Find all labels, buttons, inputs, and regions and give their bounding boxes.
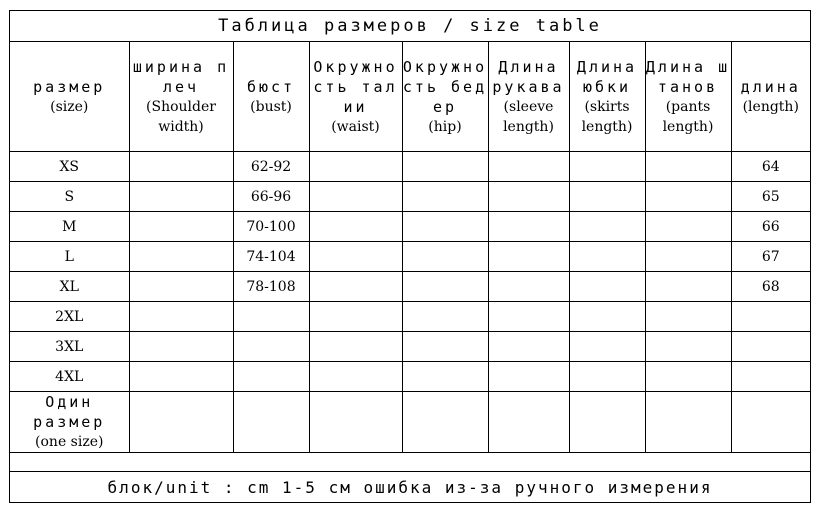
header-sleeve: Длина рукава (sleeve length) <box>488 42 569 152</box>
table-row <box>10 362 810 392</box>
cell-length <box>731 362 810 392</box>
cell-skirt <box>569 242 645 272</box>
cell-length: 68 <box>731 272 810 302</box>
cell-length: 66 <box>731 212 810 242</box>
header-shoulder: ширина плеч (Shoulder width) <box>129 42 233 152</box>
cell-size: XL <box>10 272 129 302</box>
cell-shoulder <box>129 332 233 362</box>
cell-sleeve <box>488 392 569 453</box>
cell-bust: 78-108 <box>233 272 309 302</box>
header-length: длина (length) <box>731 42 810 152</box>
cell-shoulder <box>129 272 233 302</box>
header-size: размер (size) <box>10 42 129 152</box>
cell-sleeve <box>488 302 569 332</box>
size-table-sheet <box>9 10 811 503</box>
cell-size: L <box>10 242 129 272</box>
cell-size: 3XL <box>10 332 129 362</box>
cell-waist <box>309 152 402 182</box>
cell-skirt <box>569 392 645 453</box>
cell-shoulder <box>129 212 233 242</box>
table-row <box>10 212 810 242</box>
cell-bust <box>233 362 309 392</box>
cell-pants <box>645 212 731 242</box>
cell-shoulder <box>129 152 233 182</box>
cell-sleeve <box>488 212 569 242</box>
cell-waist <box>309 392 402 453</box>
cell-length <box>731 302 810 332</box>
cell-waist <box>309 272 402 302</box>
cell-skirt <box>569 182 645 212</box>
cell-length <box>731 392 810 453</box>
table-row <box>10 302 810 332</box>
cell-bust: 70-100 <box>233 212 309 242</box>
cell-sleeve <box>488 182 569 212</box>
cell-waist <box>309 302 402 332</box>
cell-sleeve <box>488 152 569 182</box>
cell-skirt <box>569 272 645 302</box>
cell-bust: 66-96 <box>233 182 309 212</box>
table-row <box>10 332 810 362</box>
size-table <box>10 42 810 453</box>
header-pants: Длина штанов (pants length) <box>645 42 731 152</box>
cell-pants <box>645 392 731 453</box>
cell-bust: 62-92 <box>233 152 309 182</box>
cell-shoulder <box>129 392 233 453</box>
cell-hip <box>402 182 488 212</box>
cell-hip <box>402 332 488 362</box>
cell-length <box>731 332 810 362</box>
cell-sleeve <box>488 362 569 392</box>
cell-length: 65 <box>731 182 810 212</box>
cell-skirt <box>569 332 645 362</box>
cell-pants <box>645 272 731 302</box>
cell-pants <box>645 302 731 332</box>
table-row <box>10 242 810 272</box>
cell-hip <box>402 242 488 272</box>
cell-bust <box>233 392 309 453</box>
cell-pants <box>645 182 731 212</box>
cell-pants <box>645 362 731 392</box>
cell-size: XS <box>10 152 129 182</box>
cell-shoulder <box>129 182 233 212</box>
table-row-one-size <box>10 392 810 453</box>
cell-sleeve <box>488 242 569 272</box>
cell-pants <box>645 242 731 272</box>
header-waist: Окружность талии (waist) <box>309 42 402 152</box>
table-row <box>10 152 810 182</box>
cell-hip <box>402 152 488 182</box>
table-row <box>10 182 810 212</box>
cell-size: 4XL <box>10 362 129 392</box>
cell-waist <box>309 212 402 242</box>
cell-shoulder <box>129 302 233 332</box>
header-hip: Окружность бедер (hip) <box>402 42 488 152</box>
cell-bust <box>233 302 309 332</box>
table-row <box>10 272 810 302</box>
cell-bust <box>233 332 309 362</box>
cell-waist <box>309 332 402 362</box>
header-skirt: Длина юбки (skirts length) <box>569 42 645 152</box>
cell-hip <box>402 302 488 332</box>
cell-length: 64 <box>731 152 810 182</box>
cell-waist <box>309 242 402 272</box>
cell-length: 67 <box>731 242 810 272</box>
cell-skirt <box>569 212 645 242</box>
measurement-note: блок/unit : cm 1-5 см ошибка из-за ручного измерения <box>10 471 810 502</box>
cell-hip <box>402 362 488 392</box>
cell-skirt <box>569 302 645 332</box>
cell-waist <box>309 362 402 392</box>
cell-shoulder <box>129 362 233 392</box>
cell-sleeve <box>488 332 569 362</box>
cell-skirt <box>569 362 645 392</box>
cell-pants <box>645 332 731 362</box>
header-bust: бюст (bust) <box>233 42 309 152</box>
cell-size: 2XL <box>10 302 129 332</box>
cell-shoulder <box>129 242 233 272</box>
cell-pants <box>645 152 731 182</box>
cell-hip <box>402 212 488 242</box>
cell-hip <box>402 392 488 453</box>
table-title: Таблица размеров / size table <box>10 11 810 42</box>
cell-sleeve <box>488 272 569 302</box>
cell-size: S <box>10 182 129 212</box>
cell-waist <box>309 182 402 212</box>
cell-one-size: Один размер (one size) <box>10 392 129 453</box>
cell-hip <box>402 272 488 302</box>
header-row <box>10 42 810 152</box>
cell-size: M <box>10 212 129 242</box>
cell-skirt <box>569 152 645 182</box>
cell-bust: 74-104 <box>233 242 309 272</box>
